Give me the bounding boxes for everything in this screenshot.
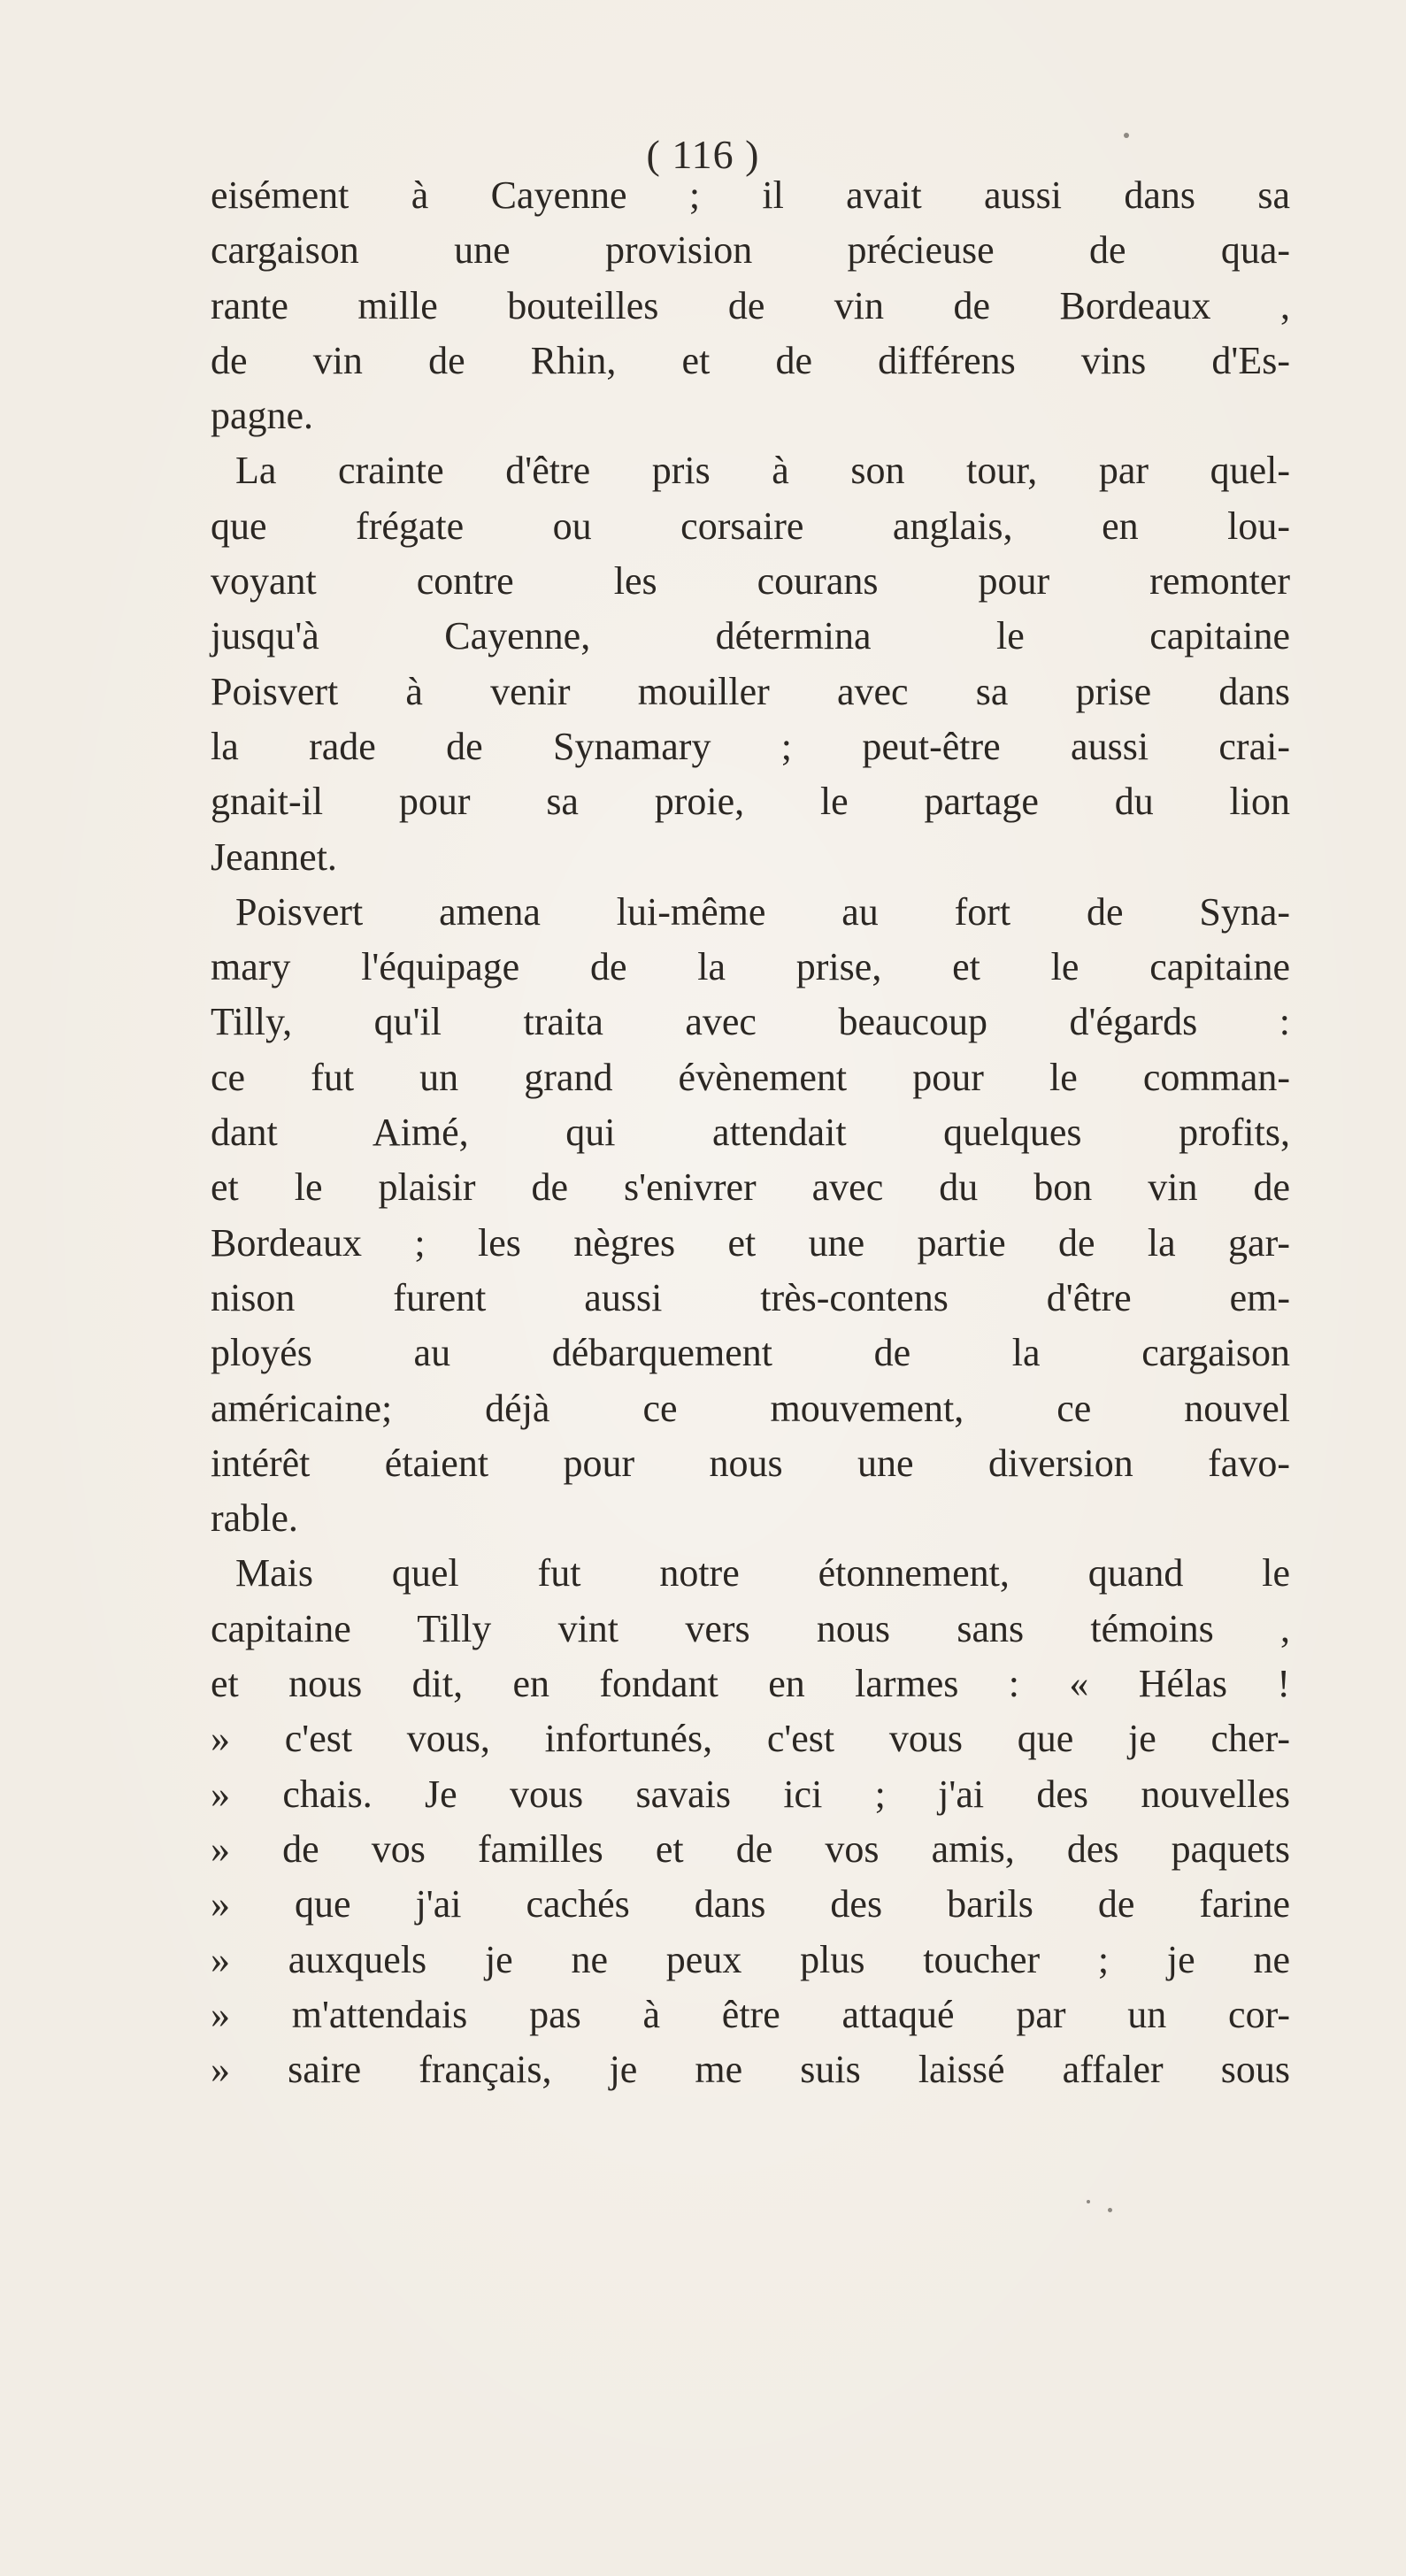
paper-speck [1087,2200,1090,2203]
text-line: rante mille bouteilles de vin de Bordeaux , [211,283,1290,327]
quoted-line: » m'attendais pas à être attaqué par un cor- [211,1992,1290,2036]
text-line: cargaison une provision précieuse de qua- [211,228,1290,273]
paragraph-end-line: rable. [211,1496,298,1541]
text-line: ce fut un grand évènement pour le comman- [211,1055,1290,1099]
quoted-line: » c'est vous, infortunés, c'est vous que je cher- [211,1717,1290,1761]
paragraph-start-line: Poisvert amena lui-même au fort de Syna- [235,889,1290,934]
paper-speck [1124,133,1129,138]
paper-speck [1108,2208,1112,2212]
text-line: jusqu'à Cayenne, détermina le capitaine [211,614,1290,658]
text-line: dant Aimé, qui attendait quelques profits, [211,1111,1290,1155]
text-line: eisément à Cayenne ; il avait aussi dans sa [211,173,1290,217]
quoted-line: » de vos familles et de vos amis, des paquets [211,1826,1290,1871]
text-line: nison furent aussi très-contens d'être em- [211,1275,1290,1319]
text-line: la rade de Synamary ; peut-être aussi crai- [211,724,1290,768]
quoted-line: » chais. Je vous savais ici ; j'ai des nouvelles [211,1772,1290,1816]
text-line: que frégate ou corsaire anglais, en lou- [211,504,1290,548]
page-number: ( 116 ) [646,132,760,177]
quoted-line: » saire français, je me suis laissé affaler sous [211,2048,1290,2092]
text-line: voyant contre les courans pour remonter [211,559,1290,604]
text-line: gnait-il pour sa proie, le partage du lion [211,780,1290,824]
text-line: et le plaisir de s'enivrer avec du bon vin de [211,1165,1290,1210]
paragraph-start-line: Mais quel fut notre étonnement, quand le [235,1551,1290,1596]
quoted-line: » que j'ai cachés dans des barils de farine [211,1882,1290,1926]
text-line: et nous dit, en fondant en larmes : « Hélas ! [211,1662,1290,1706]
text-line: Poisvert à venir mouiller avec sa prise dans [211,669,1290,713]
text-line: de vin de Rhin, et de différens vins d'Es- [211,338,1290,382]
text-line: Tilly, qu'il traita avec beaucoup d'égards : [211,1000,1290,1044]
text-line: Bordeaux ; les nègres et une partie de la gar- [211,1220,1290,1265]
paragraph-end-line: pagne. [211,394,314,438]
text-line: capitaine Tilly vint vers nous sans témoins , [211,1606,1290,1650]
text-line: américaine; déjà ce mouvement, ce nouvel [211,1386,1290,1430]
text-line: ployés au débarquement de la cargaison [211,1331,1290,1375]
body-text [211,168,1290,2097]
text-line: intérêt étaient pour nous une diversion favo- [211,1441,1290,1485]
paragraph-start-line: La crainte d'être pris à son tour, par quel- [235,449,1290,493]
quoted-line: » auxquels je ne peux plus toucher ; je ne [211,1937,1290,1981]
text-line: mary l'équipage de la prise, et le capitaine [211,945,1290,989]
paragraph-end-line: Jeannet. [211,834,337,879]
